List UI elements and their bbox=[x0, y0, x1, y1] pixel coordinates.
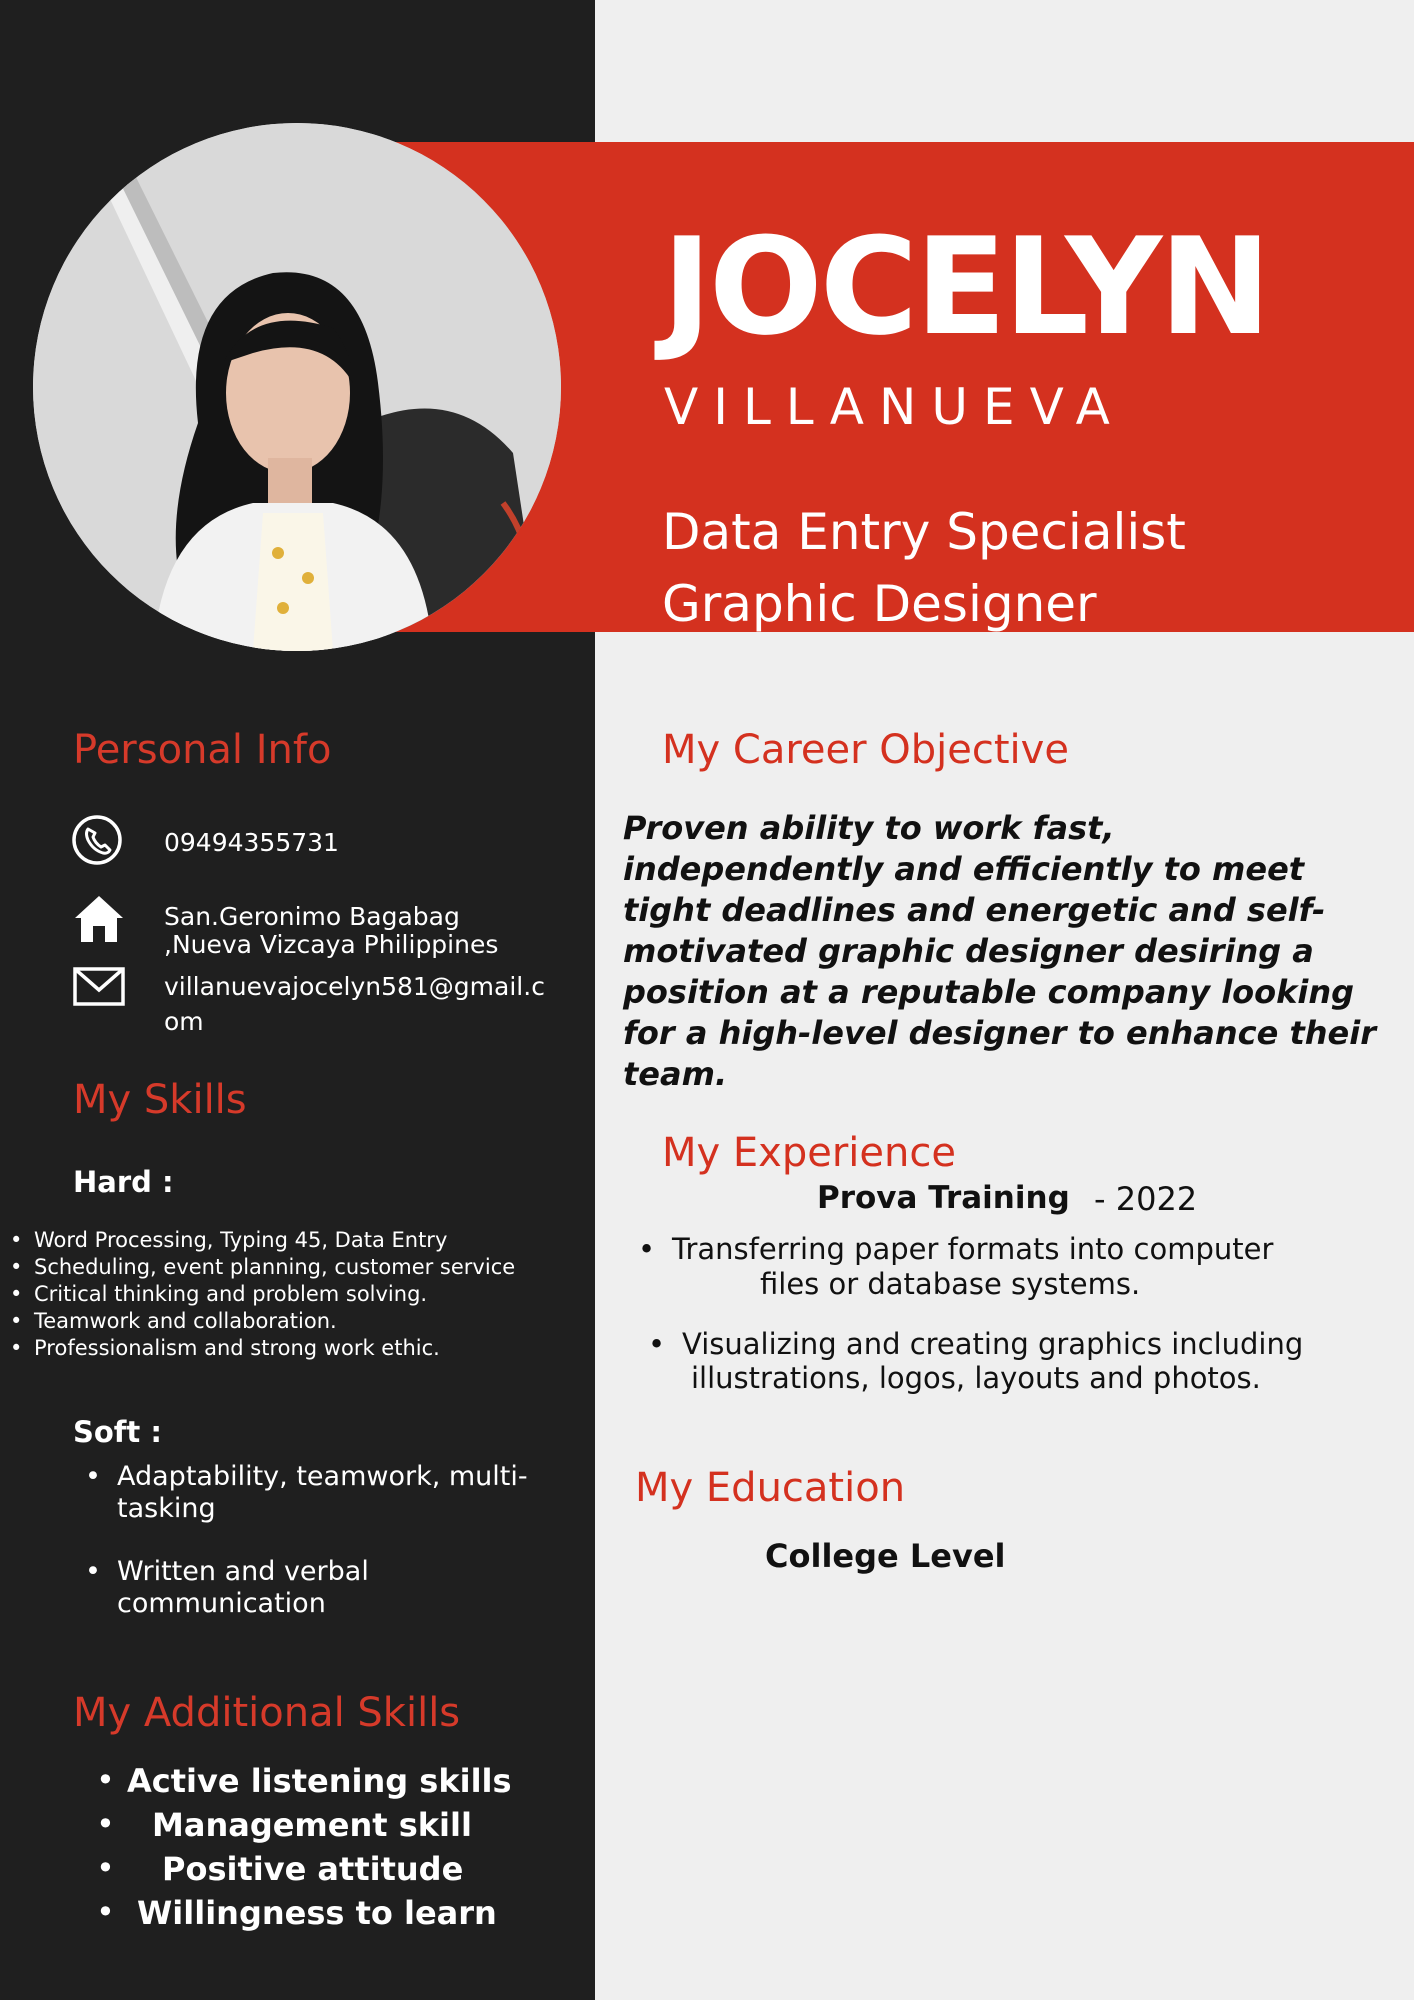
bullet-icon: • bbox=[85, 1461, 101, 1492]
address-line-2: ,Nueva Vizcaya Philippines bbox=[164, 930, 499, 959]
job-title-secondary: Graphic Designer bbox=[662, 575, 1097, 633]
additional-skill-item: Positive attitude bbox=[162, 1850, 464, 1888]
soft-skills-label: Soft : bbox=[73, 1415, 162, 1449]
list-item: • Critical thinking and problem solving. bbox=[10, 1281, 590, 1308]
list-item: • Scheduling, event planning, customer service bbox=[10, 1254, 590, 1281]
list-item: • Teamwork and collaboration. bbox=[10, 1308, 590, 1335]
additional-skill-item: Active listening skills bbox=[127, 1762, 512, 1800]
hard-skills-label: Hard : bbox=[73, 1165, 174, 1199]
bullet-icon: • bbox=[96, 1761, 115, 1799]
hard-skills-list bbox=[10, 1227, 590, 1362]
bullet-icon: • bbox=[638, 1232, 656, 1266]
bullet-icon: • bbox=[648, 1327, 666, 1361]
soft-skill-1-line-2: tasking bbox=[117, 1493, 216, 1524]
additional-skill-item: Management skill bbox=[152, 1806, 472, 1844]
home-icon bbox=[72, 892, 126, 946]
email-line-2[interactable]: om bbox=[164, 1007, 204, 1036]
bullet-icon: • bbox=[85, 1556, 101, 1587]
email-line-1[interactable]: villanuevajocelyn581@gmail.c bbox=[164, 972, 545, 1001]
soft-skill-2-line-2: communication bbox=[117, 1588, 326, 1619]
experience-item-2-line-1: Visualizing and creating graphics including bbox=[682, 1327, 1304, 1361]
profile-photo bbox=[33, 123, 561, 651]
bullet-icon: • bbox=[96, 1893, 115, 1931]
profile-photo-illustration bbox=[33, 123, 561, 651]
experience-company: Prova Training bbox=[817, 1180, 1070, 1216]
phone-number[interactable]: 09494355731 bbox=[164, 828, 339, 857]
job-title-primary: Data Entry Specialist bbox=[662, 503, 1186, 561]
skills-heading: My Skills bbox=[73, 1077, 247, 1123]
last-name: VILLANUEVA bbox=[664, 378, 1125, 436]
soft-skill-1-line-1: Adaptability, teamwork, multi- bbox=[117, 1461, 528, 1492]
soft-skill-2-line-1: Written and verbal bbox=[117, 1556, 369, 1587]
personal-info-heading: Personal Info bbox=[73, 727, 332, 773]
list-item: • Word Processing, Typing 45, Data Entry bbox=[10, 1227, 590, 1254]
experience-year: - 2022 bbox=[1094, 1180, 1198, 1218]
experience-item-1-line-1: Transferring paper formats into computer bbox=[672, 1232, 1274, 1266]
additional-skill-item: Willingness to learn bbox=[137, 1894, 497, 1932]
list-item: • Professionalism and strong work ethic. bbox=[10, 1335, 590, 1362]
career-objective-heading: My Career Objective bbox=[662, 727, 1069, 773]
career-objective-text: Proven ability to work fast, independently and efficiently to meet tight deadlines and energetic and self-motivated graphic designer desiring a position at a reputable company looking for a high-level designer to enhance their team. bbox=[623, 809, 1376, 1093]
experience-item-1-line-2: files or database systems. bbox=[760, 1267, 1141, 1301]
bullet-icon: • bbox=[96, 1849, 115, 1887]
experience-heading: My Experience bbox=[662, 1130, 956, 1176]
mail-icon bbox=[72, 960, 126, 1014]
education-heading: My Education bbox=[635, 1465, 906, 1511]
experience-item-2-line-2: illustrations, logos, layouts and photos. bbox=[691, 1361, 1261, 1395]
bullet-icon: • bbox=[96, 1805, 115, 1843]
additional-skills-heading: My Additional Skills bbox=[73, 1690, 461, 1736]
address-line-1: San.Geronimo Bagabag bbox=[164, 902, 460, 931]
phone-icon bbox=[70, 813, 124, 867]
first-name: JOCELYN bbox=[662, 209, 1269, 365]
education-level: College Level bbox=[765, 1537, 1006, 1575]
